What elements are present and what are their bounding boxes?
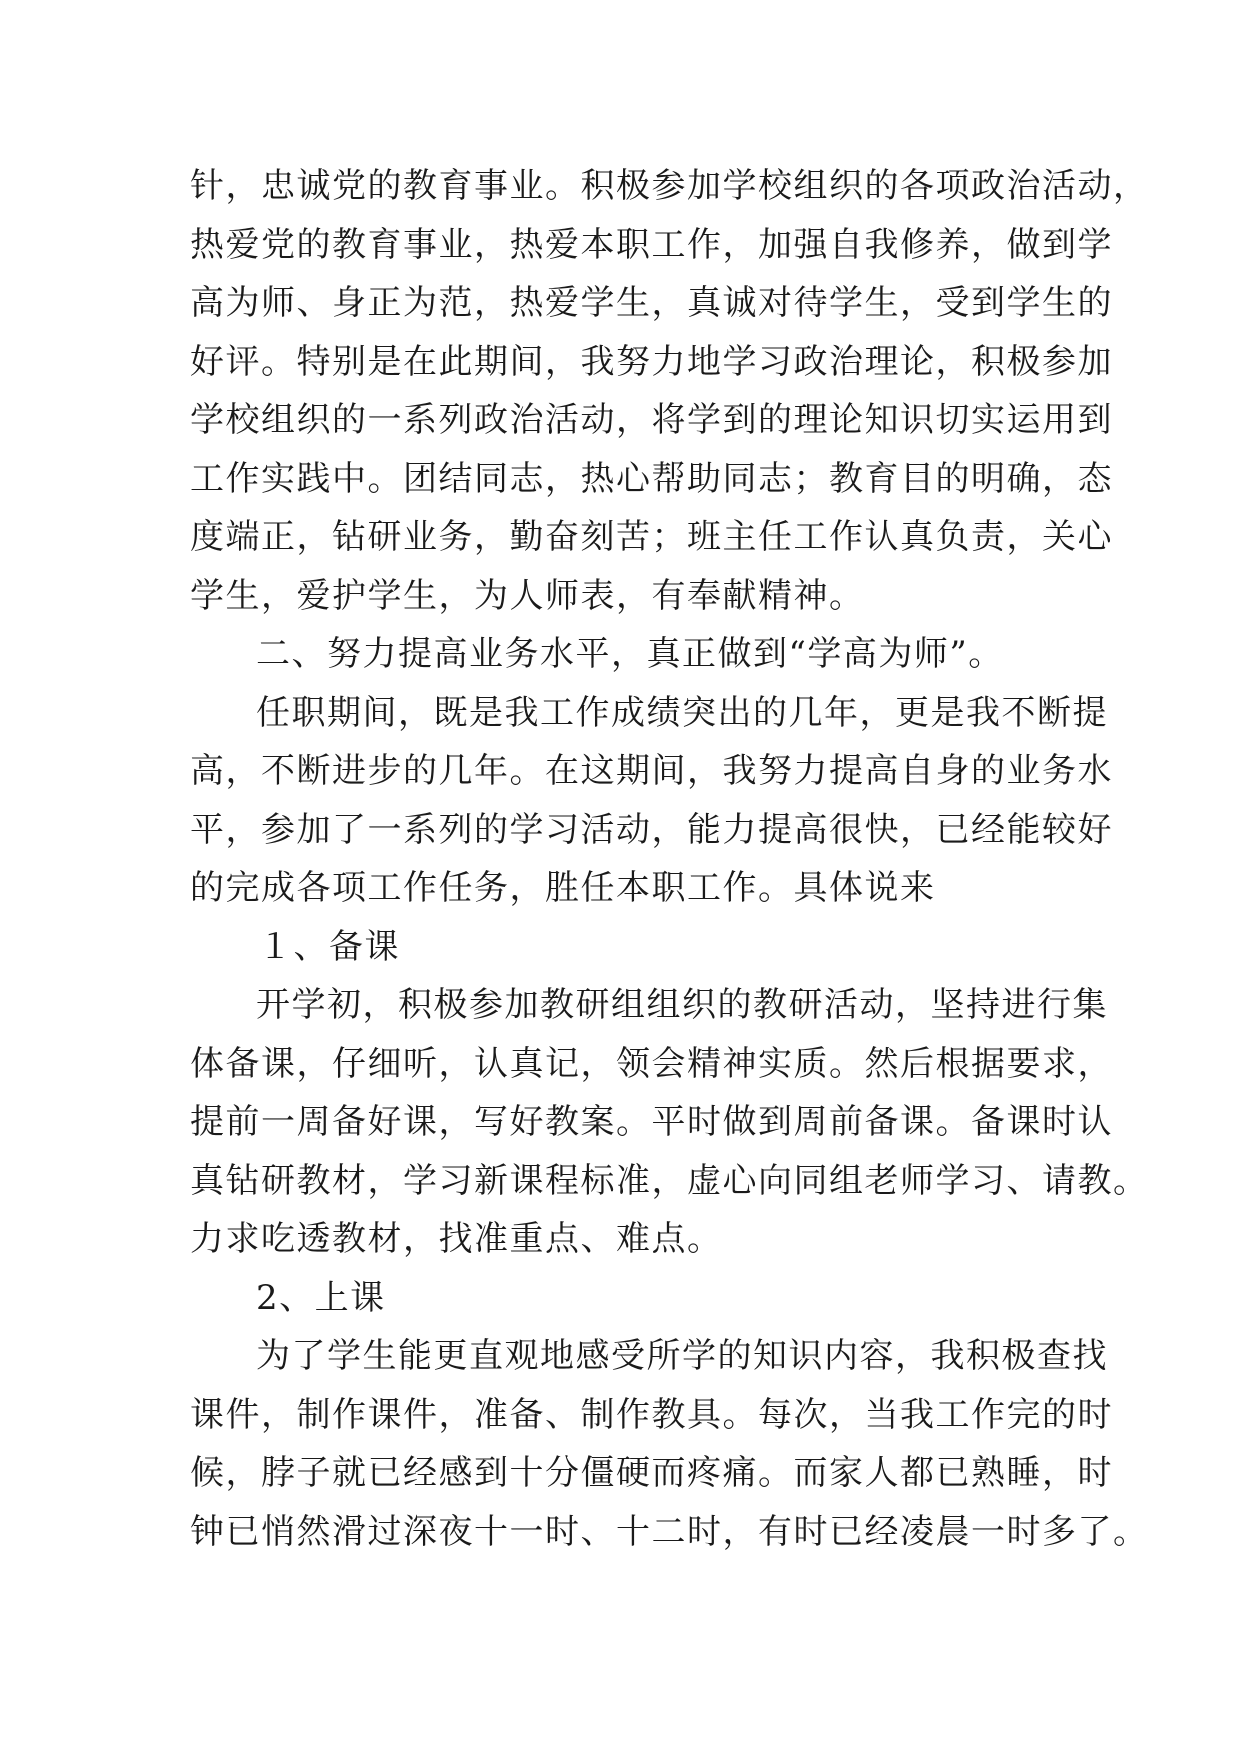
text-line: 的完成各项工作任务，胜任本职工作。具体说来 (190, 868, 936, 908)
subheading-lesson-prep: １、备课 (258, 926, 400, 967)
text-line: 度端正，钻研业务，勤奋刻苦；班主任工作认真负责，关心 (190, 517, 1113, 557)
section-heading: 二、努力提高业务水平，真正做到“学高为师”。 (256, 634, 1004, 674)
paragraph-start: 任职期间，既是我工作成绩突出的几年，更是我不断提 (256, 692, 1108, 733)
text-line: 提前一周备好课，写好教案。平时做到周前备课。备课时认 (190, 1102, 1113, 1142)
paragraph-start: 开学初，积极参加教研组组织的教研活动，坚持进行集 (256, 985, 1108, 1025)
text-line: 高，不断进步的几年。在这期间，我努力提高自身的业务水 (190, 751, 1113, 791)
text-line: 针，忠诚党的教育事业。积极参加学校组织的各项政治活动， (190, 166, 1149, 206)
text-line: 课件，制作课件，准备、制作教具。每次，当我工作完的时 (190, 1394, 1113, 1435)
text-line: 高为师、身正为范，热爱学生，真诚对待学生，受到学生的 (190, 283, 1113, 323)
text-line: 学生，爱护学生，为人师表，有奉献精神。 (190, 575, 865, 616)
text-line: 学校组织的一系列政治活动，将学到的理论知识切实运用到 (190, 400, 1113, 440)
text-line: 候，脖子就已经感到十分僵硬而疼痛。而家人都已熟睡，时 (190, 1453, 1113, 1493)
subheading-class: 2、上课 (256, 1277, 386, 1318)
text-line: 真钻研教材，学习新课程标准，虚心向同组老师学习、请教。 (190, 1160, 1149, 1201)
text-line: 体备课，仔细听，认真记，领会精神实质。然后根据要求， (190, 1043, 1113, 1084)
text-line: 好评。特别是在此期间，我努力地学习政治理论，积极参加 (190, 341, 1113, 382)
text-line: 钟已悄然滑过深夜十一时、十二时，有时已经凌晨一时多了。 (190, 1511, 1149, 1552)
text-line: 工作实践中。团结同志，热心帮助同志；教育目的明确，态 (190, 458, 1113, 499)
text-line: 热爱党的教育事业，热爱本职工作，加强自我修养，做到学 (190, 224, 1113, 265)
body-text (190, 157, 1149, 1561)
text-line: 平，参加了一系列的学习活动，能力提高很快，已经能较好 (190, 809, 1113, 850)
paragraph-start: 为了学生能更直观地感受所学的知识内容，我积极查找 (256, 1336, 1108, 1376)
text-line: 力求吃透教材，找准重点、难点。 (190, 1219, 723, 1259)
